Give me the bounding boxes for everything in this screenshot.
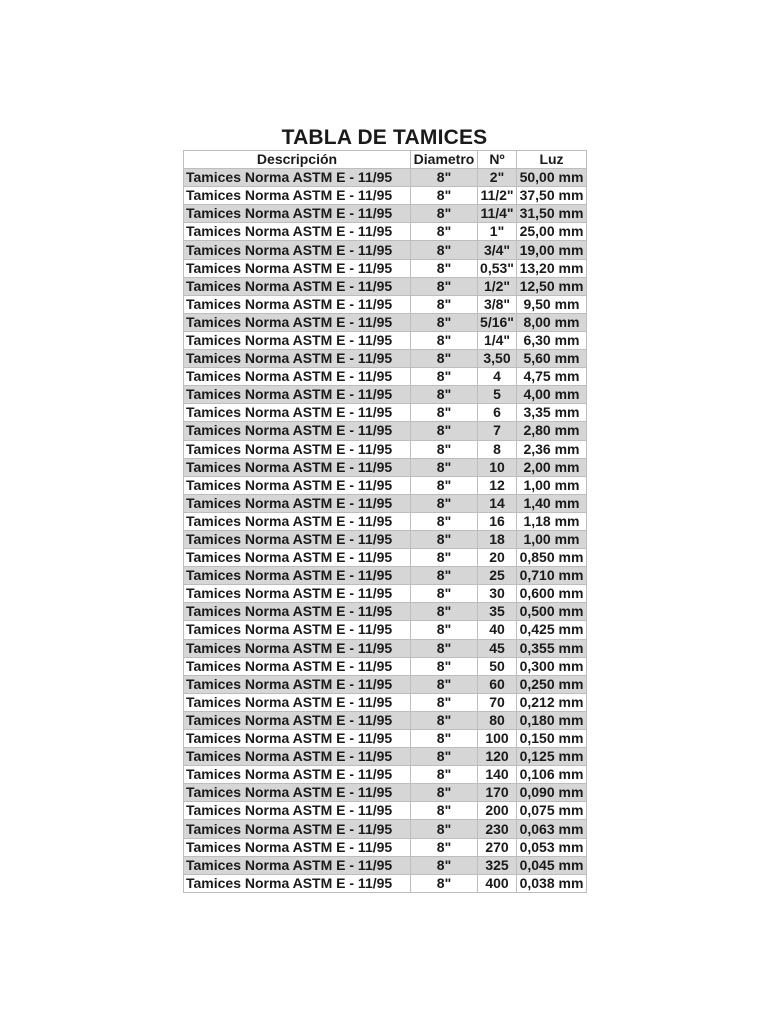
table-row: [184, 567, 587, 585]
cell-number: 11/4": [478, 205, 517, 223]
table-row: [184, 820, 587, 838]
table-header-row: [184, 151, 587, 169]
cell-description: Tamices Norma ASTM E - 11/95: [184, 802, 411, 820]
cell-description: Tamices Norma ASTM E - 11/95: [184, 313, 411, 331]
cell-diameter: 8": [411, 711, 478, 729]
column-header-aperture: Luz: [517, 151, 587, 169]
cell-number: 5/16": [478, 313, 517, 331]
column-header-number: Nº: [478, 151, 517, 169]
cell-description: Tamices Norma ASTM E - 11/95: [184, 404, 411, 422]
column-header-description: Descripción: [184, 151, 411, 169]
cell-number: 12: [478, 476, 517, 494]
table-row: [184, 512, 587, 530]
cell-description: Tamices Norma ASTM E - 11/95: [184, 730, 411, 748]
cell-number: 45: [478, 639, 517, 657]
cell-number: 6: [478, 404, 517, 422]
cell-diameter: 8": [411, 223, 478, 241]
cell-number: 2": [478, 169, 517, 187]
cell-description: Tamices Norma ASTM E - 11/95: [184, 784, 411, 802]
cell-description: Tamices Norma ASTM E - 11/95: [184, 169, 411, 187]
sieve-table: [183, 150, 587, 893]
table-row: [184, 368, 587, 386]
table-row: [184, 422, 587, 440]
cell-aperture: 0,090 mm: [517, 784, 587, 802]
cell-aperture: 1,40 mm: [517, 494, 587, 512]
cell-number: 1/4": [478, 331, 517, 349]
table-body: [184, 169, 587, 893]
cell-diameter: 8": [411, 784, 478, 802]
table-row: [184, 350, 587, 368]
cell-description: Tamices Norma ASTM E - 11/95: [184, 711, 411, 729]
cell-aperture: 0,212 mm: [517, 693, 587, 711]
cell-description: Tamices Norma ASTM E - 11/95: [184, 512, 411, 530]
table-row: [184, 549, 587, 567]
cell-description: Tamices Norma ASTM E - 11/95: [184, 621, 411, 639]
cell-aperture: 0,850 mm: [517, 549, 587, 567]
cell-number: 10: [478, 458, 517, 476]
cell-aperture: 0,425 mm: [517, 621, 587, 639]
cell-description: Tamices Norma ASTM E - 11/95: [184, 838, 411, 856]
cell-number: 4: [478, 368, 517, 386]
cell-number: 1/2": [478, 277, 517, 295]
cell-diameter: 8": [411, 530, 478, 548]
cell-diameter: 8": [411, 693, 478, 711]
table-row: [184, 802, 587, 820]
cell-aperture: 4,75 mm: [517, 368, 587, 386]
table-row: [184, 169, 587, 187]
cell-aperture: 9,50 mm: [517, 295, 587, 313]
cell-diameter: 8": [411, 766, 478, 784]
table-row: [184, 874, 587, 892]
cell-aperture: 0,600 mm: [517, 585, 587, 603]
cell-aperture: 31,50 mm: [517, 205, 587, 223]
cell-number: 3/4": [478, 241, 517, 259]
cell-description: Tamices Norma ASTM E - 11/95: [184, 277, 411, 295]
cell-number: 18: [478, 530, 517, 548]
cell-diameter: 8": [411, 639, 478, 657]
cell-number: 270: [478, 838, 517, 856]
cell-number: 16: [478, 512, 517, 530]
cell-number: 20: [478, 549, 517, 567]
cell-number: 200: [478, 802, 517, 820]
table-row: [184, 440, 587, 458]
cell-diameter: 8": [411, 874, 478, 892]
cell-number: 70: [478, 693, 517, 711]
table-row: [184, 494, 587, 512]
cell-diameter: 8": [411, 549, 478, 567]
table-row: [184, 259, 587, 277]
table-row: [184, 313, 587, 331]
table-row: [184, 386, 587, 404]
cell-aperture: 6,30 mm: [517, 331, 587, 349]
cell-number: 325: [478, 856, 517, 874]
table-row: [184, 241, 587, 259]
table-row: [184, 621, 587, 639]
cell-description: Tamices Norma ASTM E - 11/95: [184, 350, 411, 368]
table-row: [184, 404, 587, 422]
cell-description: Tamices Norma ASTM E - 11/95: [184, 748, 411, 766]
cell-description: Tamices Norma ASTM E - 11/95: [184, 476, 411, 494]
table-row: [184, 711, 587, 729]
cell-number: 35: [478, 603, 517, 621]
cell-description: Tamices Norma ASTM E - 11/95: [184, 440, 411, 458]
cell-number: 40: [478, 621, 517, 639]
cell-diameter: 8": [411, 259, 478, 277]
table-row: [184, 748, 587, 766]
cell-aperture: 4,00 mm: [517, 386, 587, 404]
table-row: [184, 530, 587, 548]
cell-aperture: 0,038 mm: [517, 874, 587, 892]
cell-number: 0,53": [478, 259, 517, 277]
cell-number: 3,50: [478, 350, 517, 368]
cell-description: Tamices Norma ASTM E - 11/95: [184, 874, 411, 892]
cell-number: 3/8": [478, 295, 517, 313]
cell-aperture: 0,053 mm: [517, 838, 587, 856]
cell-diameter: 8": [411, 458, 478, 476]
cell-aperture: 0,180 mm: [517, 711, 587, 729]
table-row: [184, 603, 587, 621]
cell-diameter: 8": [411, 820, 478, 838]
cell-aperture: 25,00 mm: [517, 223, 587, 241]
cell-number: 170: [478, 784, 517, 802]
cell-aperture: 0,710 mm: [517, 567, 587, 585]
cell-description: Tamices Norma ASTM E - 11/95: [184, 567, 411, 585]
cell-description: Tamices Norma ASTM E - 11/95: [184, 530, 411, 548]
cell-aperture: 8,00 mm: [517, 313, 587, 331]
cell-diameter: 8": [411, 585, 478, 603]
cell-description: Tamices Norma ASTM E - 11/95: [184, 693, 411, 711]
cell-description: Tamices Norma ASTM E - 11/95: [184, 766, 411, 784]
table-row: [184, 766, 587, 784]
cell-diameter: 8": [411, 205, 478, 223]
cell-description: Tamices Norma ASTM E - 11/95: [184, 856, 411, 874]
cell-aperture: 2,80 mm: [517, 422, 587, 440]
cell-number: 14: [478, 494, 517, 512]
cell-number: 1": [478, 223, 517, 241]
table-row: [184, 585, 587, 603]
cell-description: Tamices Norma ASTM E - 11/95: [184, 295, 411, 313]
cell-diameter: 8": [411, 241, 478, 259]
cell-number: 30: [478, 585, 517, 603]
cell-aperture: 2,36 mm: [517, 440, 587, 458]
cell-diameter: 8": [411, 748, 478, 766]
cell-diameter: 8": [411, 856, 478, 874]
page-title: TABLA DE TAMICES: [281, 126, 488, 149]
cell-diameter: 8": [411, 277, 478, 295]
cell-diameter: 8": [411, 368, 478, 386]
cell-number: 50: [478, 657, 517, 675]
table-row: [184, 730, 587, 748]
cell-diameter: 8": [411, 350, 478, 368]
table-row: [184, 223, 587, 241]
cell-description: Tamices Norma ASTM E - 11/95: [184, 603, 411, 621]
cell-aperture: 0,300 mm: [517, 657, 587, 675]
cell-diameter: 8": [411, 802, 478, 820]
cell-diameter: 8": [411, 476, 478, 494]
cell-aperture: 0,355 mm: [517, 639, 587, 657]
cell-description: Tamices Norma ASTM E - 11/95: [184, 820, 411, 838]
cell-aperture: 0,063 mm: [517, 820, 587, 838]
cell-number: 7: [478, 422, 517, 440]
cell-aperture: 0,125 mm: [517, 748, 587, 766]
cell-description: Tamices Norma ASTM E - 11/95: [184, 657, 411, 675]
table-row: [184, 639, 587, 657]
cell-number: 5: [478, 386, 517, 404]
table-row: [184, 458, 587, 476]
cell-description: Tamices Norma ASTM E - 11/95: [184, 187, 411, 205]
cell-diameter: 8": [411, 169, 478, 187]
cell-diameter: 8": [411, 838, 478, 856]
cell-aperture: 0,075 mm: [517, 802, 587, 820]
cell-description: Tamices Norma ASTM E - 11/95: [184, 368, 411, 386]
table-row: [184, 784, 587, 802]
column-header-diameter: Diametro: [411, 151, 478, 169]
cell-number: 120: [478, 748, 517, 766]
cell-aperture: 5,60 mm: [517, 350, 587, 368]
cell-diameter: 8": [411, 386, 478, 404]
cell-description: Tamices Norma ASTM E - 11/95: [184, 223, 411, 241]
cell-aperture: 1,00 mm: [517, 476, 587, 494]
cell-description: Tamices Norma ASTM E - 11/95: [184, 675, 411, 693]
table-row: [184, 856, 587, 874]
cell-number: 100: [478, 730, 517, 748]
cell-aperture: 0,500 mm: [517, 603, 587, 621]
cell-description: Tamices Norma ASTM E - 11/95: [184, 259, 411, 277]
table-row: [184, 331, 587, 349]
cell-aperture: 0,045 mm: [517, 856, 587, 874]
cell-aperture: 0,250 mm: [517, 675, 587, 693]
cell-aperture: 3,35 mm: [517, 404, 587, 422]
table-row: [184, 187, 587, 205]
cell-diameter: 8": [411, 621, 478, 639]
cell-diameter: 8": [411, 404, 478, 422]
cell-diameter: 8": [411, 603, 478, 621]
cell-description: Tamices Norma ASTM E - 11/95: [184, 422, 411, 440]
cell-diameter: 8": [411, 494, 478, 512]
cell-aperture: 1,00 mm: [517, 530, 587, 548]
cell-aperture: 19,00 mm: [517, 241, 587, 259]
cell-aperture: 2,00 mm: [517, 458, 587, 476]
cell-diameter: 8": [411, 567, 478, 585]
cell-description: Tamices Norma ASTM E - 11/95: [184, 549, 411, 567]
table-row: [184, 205, 587, 223]
cell-diameter: 8": [411, 675, 478, 693]
cell-description: Tamices Norma ASTM E - 11/95: [184, 494, 411, 512]
cell-description: Tamices Norma ASTM E - 11/95: [184, 639, 411, 657]
cell-diameter: 8": [411, 313, 478, 331]
cell-description: Tamices Norma ASTM E - 11/95: [184, 458, 411, 476]
cell-number: 140: [478, 766, 517, 784]
cell-aperture: 0,150 mm: [517, 730, 587, 748]
cell-number: 230: [478, 820, 517, 838]
cell-aperture: 13,20 mm: [517, 259, 587, 277]
cell-number: 80: [478, 711, 517, 729]
cell-number: 8: [478, 440, 517, 458]
cell-aperture: 12,50 mm: [517, 277, 587, 295]
cell-number: 400: [478, 874, 517, 892]
cell-description: Tamices Norma ASTM E - 11/95: [184, 205, 411, 223]
cell-number: 11/2": [478, 187, 517, 205]
cell-aperture: 37,50 mm: [517, 187, 587, 205]
cell-diameter: 8": [411, 657, 478, 675]
cell-diameter: 8": [411, 331, 478, 349]
table-row: [184, 476, 587, 494]
table-row: [184, 657, 587, 675]
cell-aperture: 50,00 mm: [517, 169, 587, 187]
table-row: [184, 693, 587, 711]
cell-description: Tamices Norma ASTM E - 11/95: [184, 331, 411, 349]
cell-number: 25: [478, 567, 517, 585]
cell-description: Tamices Norma ASTM E - 11/95: [184, 585, 411, 603]
cell-diameter: 8": [411, 187, 478, 205]
table-row: [184, 277, 587, 295]
cell-diameter: 8": [411, 422, 478, 440]
cell-number: 60: [478, 675, 517, 693]
cell-diameter: 8": [411, 730, 478, 748]
table-row: [184, 675, 587, 693]
table-row: [184, 838, 587, 856]
cell-diameter: 8": [411, 295, 478, 313]
cell-description: Tamices Norma ASTM E - 11/95: [184, 241, 411, 259]
cell-aperture: 0,106 mm: [517, 766, 587, 784]
cell-aperture: 1,18 mm: [517, 512, 587, 530]
table-row: [184, 295, 587, 313]
cell-diameter: 8": [411, 440, 478, 458]
cell-description: Tamices Norma ASTM E - 11/95: [184, 386, 411, 404]
cell-diameter: 8": [411, 512, 478, 530]
